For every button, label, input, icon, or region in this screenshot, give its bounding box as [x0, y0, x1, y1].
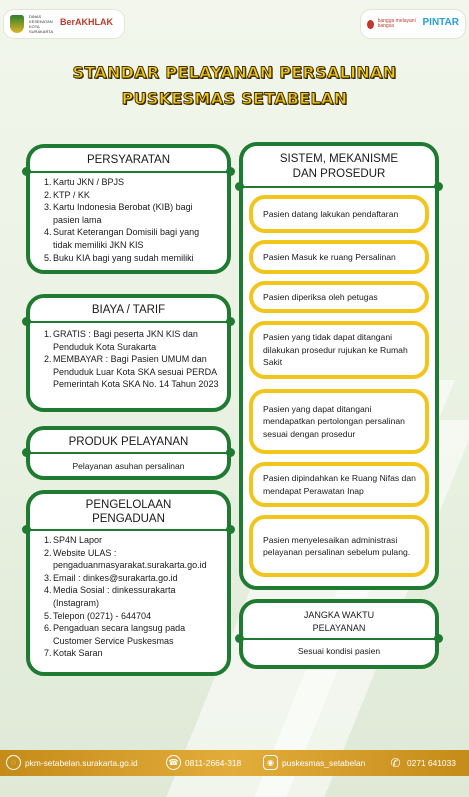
- divider: [26, 529, 231, 531]
- left-logo-group: [4, 10, 124, 38]
- dinas-name: DINAS KESEHATAN KOTA SURAKARTA: [29, 14, 54, 34]
- divider: [26, 452, 231, 454]
- list-item: 7. Kotak Saran: [44, 648, 103, 659]
- divider-dot: [226, 448, 235, 457]
- page-title: STANDAR PELAYANAN PERSALINAN: [72, 63, 397, 82]
- divider-dot: [22, 525, 31, 534]
- surakarta-seal-icon: [10, 15, 24, 33]
- list-item: 2. KTP / KK: [44, 189, 90, 200]
- list-item: 3. Kartu Indonesia Berobat (KIB) bagi pasien lama: [44, 202, 193, 225]
- list-item: 4. Media Sosial : dinkessurakarta (Instagram): [44, 585, 176, 608]
- divider: [26, 171, 231, 173]
- list-item: 1. GRATIS : Bagi peserta JKN KIS dan Penduduk Kota Surakarta: [44, 329, 198, 352]
- divider-dot: [235, 182, 244, 191]
- berakhlak-logo: BerAKHLAK: [60, 17, 114, 27]
- divider-dot: [235, 634, 244, 643]
- biaya-card: [26, 294, 231, 412]
- persyaratan-card: [26, 144, 231, 274]
- prosedur-step-7: Pasien menyelesaikan administrasi pelayanan persalinan sebelum pulang.: [249, 515, 429, 577]
- footer-whatsapp[interactable]: ☎ 0811-2664-318: [166, 755, 241, 770]
- right-logo-group: [361, 10, 465, 38]
- persyaratan-list: [44, 176, 219, 264]
- bangga-melayani-icon: [367, 20, 374, 29]
- divider-dot: [434, 182, 443, 191]
- globe-icon: ◌: [6, 755, 21, 770]
- biaya-list: [44, 328, 219, 391]
- jangka-heading: JANGKA WAKTU PELAYANAN: [303, 610, 375, 633]
- divider: [239, 638, 439, 640]
- list-item: 1. Kartu JKN / BPJS: [44, 177, 125, 187]
- sistem-heading: SISTEM, MEKANISME DAN PROSEDUR: [279, 153, 399, 180]
- list-item: 5. Buku KIA bagi yang sudah memiliki: [44, 252, 194, 263]
- prosedur-step-2: Pasien Masuk ke ruang Persalinan: [249, 240, 429, 274]
- pengaduan-heading: PENGELOLAAN PENGADUAN: [85, 499, 172, 525]
- header-logos: [0, 0, 469, 46]
- list-item: 2. MEMBAYAR : Bagi Pasien UMUM dan Penduduk Luar Kota SKA sesuai PERDA Pemerintah Kota SKA No. 14 Tahun 2023: [44, 354, 219, 390]
- produk-heading: PRODUK PELAYANAN: [68, 436, 189, 448]
- list-item: 6. Pengaduan secara langsug pada Customer Service Puskesmas: [44, 623, 186, 646]
- divider-dot: [22, 167, 31, 176]
- produk-card: [26, 426, 231, 480]
- produk-text: Pelayanan asuhan persalinan: [72, 461, 185, 471]
- divider-dot: [226, 167, 235, 176]
- instagram-icon: ◉: [263, 755, 278, 770]
- list-item: 1. SP4N Lapor: [44, 535, 103, 545]
- divider-dot: [226, 525, 235, 534]
- pengaduan-list: [44, 534, 219, 660]
- divider-dot: [226, 317, 235, 326]
- footer-phone[interactable]: ✆ 0271 641033: [388, 755, 456, 770]
- list-item: 4. Surat Keterangan Domisili bagi yang tidak memiliki JKN KIS: [44, 227, 200, 250]
- pintar-logo: PINTAR: [422, 16, 459, 28]
- list-item: 3. Email : dinkes@surakarta.go.id: [44, 572, 178, 583]
- jangka-card: [239, 599, 439, 669]
- page-subtitle: PUSKESMAS SETABELAN: [121, 89, 348, 108]
- prosedur-step-4: Pasien yang tidak dapat ditangani dilakukan prosedur rujukan ke Rumah Sakit: [249, 321, 429, 379]
- persyaratan-heading: PERSYARATAN: [86, 154, 171, 166]
- divider-dot: [22, 448, 31, 457]
- footer-website[interactable]: ◌ pkm-setabelan.surakarta.go.id: [6, 755, 138, 770]
- footer-contact-bar: [0, 750, 469, 776]
- list-item: 5. Telepon (0271) - 644704: [44, 610, 152, 621]
- divider-dot: [434, 634, 443, 643]
- biaya-heading: BIAYA / TARIF: [91, 304, 166, 316]
- jangka-text: Sesuai kondisi pasien: [297, 646, 381, 656]
- prosedur-step-1: Pasien datang lakukan pendaftaran: [249, 195, 429, 233]
- divider: [239, 186, 439, 188]
- footer-instagram[interactable]: ◉ puskesmas_setabelan: [263, 755, 365, 770]
- list-item: 2. Website ULAS : pengaduanmasyarakat.surakarta.go.id: [44, 547, 207, 571]
- bangga-melayani-logo: bangga melayani bangsa: [377, 18, 416, 29]
- prosedur-step-6: Pasien dipindahkan ke Ruang Nifas dan mendapat Perawatan Inap: [249, 462, 429, 507]
- prosedur-step-5: Pasien yang dapat ditangani mendapatkan pertolongan persalinan sesuai dengan prosedur: [249, 389, 429, 454]
- phone-icon: ✆: [390, 755, 401, 770]
- divider-dot: [22, 317, 31, 326]
- divider: [26, 321, 231, 323]
- pengaduan-card: [26, 490, 231, 676]
- whatsapp-icon: ☎: [166, 755, 181, 770]
- prosedur-step-3: Pasien diperiksa oleh petugas: [249, 281, 429, 313]
